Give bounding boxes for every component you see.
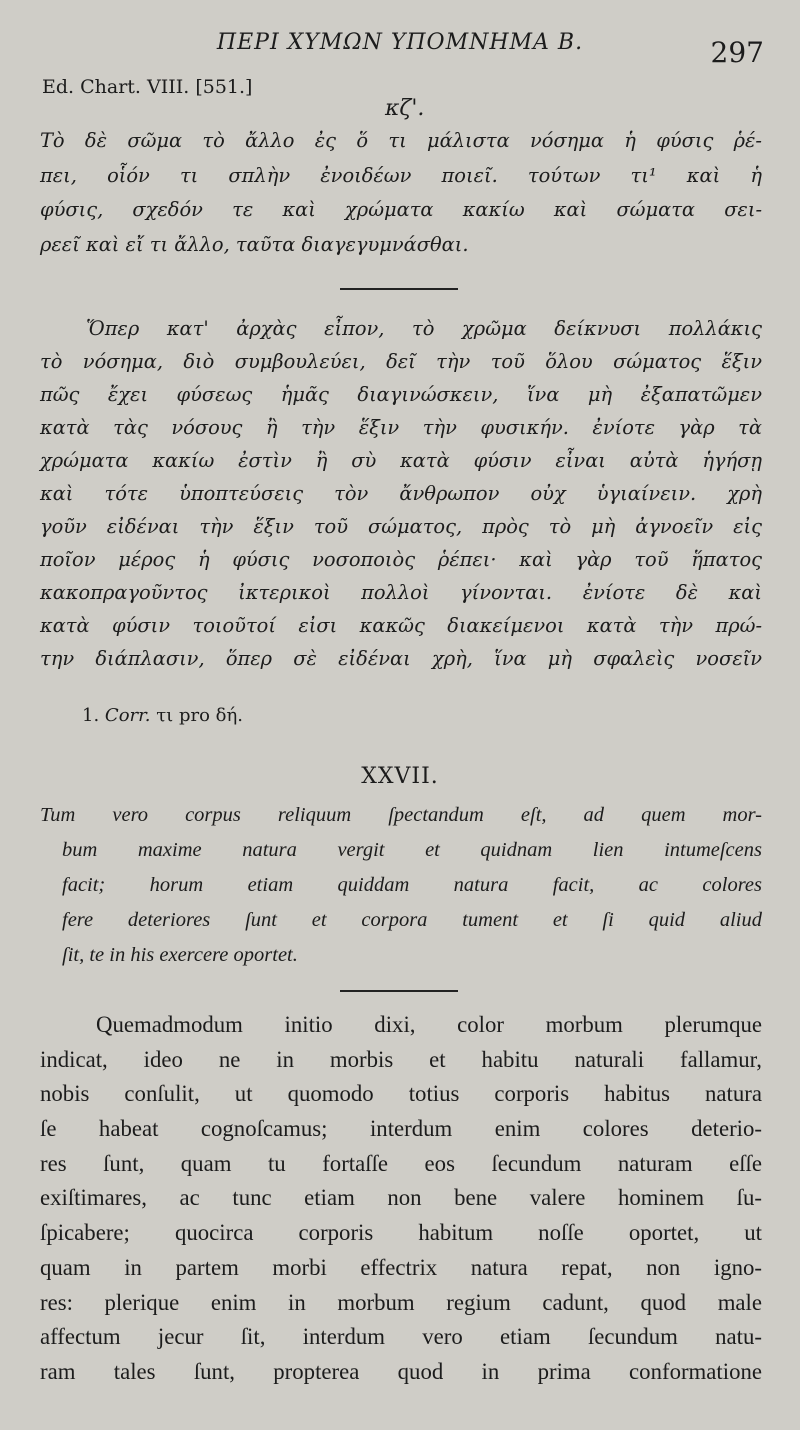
greek-commentary-line: γοῦν εἰδέναι τὴν ἕξιν τοῦ σώματος, πρὸς τὸ μὴ ἀγνοεῖν εἰς (40, 515, 762, 538)
latin-commentary-line: quam in partem morbi effectrix natura repat, non igno- (40, 1254, 762, 1280)
greek-aphorism-line: Τὸ δὲ σῶμα τὸ ἄλλο ἐς ὅ τι μάλιστα νόσημα ἡ φύσις ῥέ- (40, 129, 762, 152)
latin-commentary-line: res: plerique enim in morbum regium cadunt, quod male (40, 1289, 762, 1315)
greek-commentary-line: κατὰ τὰς νόσους ἢ τὴν ἕξιν τὴν φυσικήν. ἐνίοτε γὰρ τὰ (40, 416, 762, 439)
greek-commentary-line: Ὅπερ κατ' ἀρχὰς εἶπον, τὸ χρῶμα δείκνυσι πολλάκις (86, 317, 762, 340)
latin-commentary-line: ſe habeat cognoſcamus; interdum enim colores deterio- (40, 1116, 762, 1142)
latin-commentary-line: affectum jecur ſit, interdum vero etiam ſecundum natu- (40, 1324, 762, 1350)
footnote (82, 705, 243, 726)
latin-commentary-line: res ſunt, quam tu fortaſſe eos ſecundum naturam eſſe (40, 1150, 762, 1176)
greek-commentary-line: τὸ νόσημα, διὸ συμβουλεύει, δεῖ τὴν τοῦ ὅλου σώματος ἕξιν (40, 350, 762, 373)
greek-commentary-line: χρώματα κακίω ἐστὶν ἢ σὺ κατὰ φύσιν εἶναι αὐτὰ ἡγήσῃ (40, 449, 762, 472)
latin-commentary-line: indicat, ideo ne in morbis et habitu naturali fallamur, (40, 1046, 762, 1072)
greek-aphorism (40, 124, 762, 262)
greek-commentary-line: καὶ τότε ὑποπτεύσεις τὸν ἄνθρωπον οὐχ ὑγιαίνειν. χρὴ (40, 482, 762, 505)
latin-aphorism-line: fere deteriores ſunt et corpora tument et ſi quid aliud (62, 909, 762, 931)
page-number: 297 (710, 36, 764, 69)
section-divider (340, 288, 458, 290)
edition-reference: Ed. Chart. VIII. [551.] (42, 76, 253, 98)
greek-commentary-line: ποῖον μέρος ἡ φύσις νοσοποιὸς ῥέπει· καὶ γὰρ τοῦ ἥπατος (40, 548, 762, 571)
latin-commentary-line: ſpicabere; quocirca corporis habitum noſſe oportet, ut (40, 1220, 762, 1246)
greek-commentary-line: την διάπλασιν, ὅπερ σὲ εἰδέναι χρὴ, ἵνα μὴ σφαλεὶς νοσεῖν (40, 647, 762, 670)
latin-chapter-number: XXVII. (361, 764, 439, 789)
greek-commentary-line: πῶς ἔχει φύσεως ἡμᾶς διαγινώσκειν, ἵνα μὴ ἐξαπατῶμεν (40, 383, 762, 406)
latin-commentary-line: nobis conſulit, ut quomodo totius corporis habitus natura (40, 1081, 762, 1107)
section-divider (340, 990, 458, 992)
footnote-number: 1. (82, 705, 100, 726)
latin-commentary-line: exiſtimares, ac tunc etiam non bene valere hominem ſu- (40, 1185, 762, 1211)
greek-aphorism-line: πει, οἷόν τι σπλὴν ἐνοιδέων ποιεῖ. τούτων τι¹ καὶ ἡ (40, 163, 762, 187)
footnote-corr: Corr. (104, 705, 151, 726)
greek-commentary (40, 312, 762, 675)
footnote-text: τι pro δή. (156, 705, 243, 726)
running-header: ΠΕΡΙ ΧΥΜΩΝ ΥΠΟΜΝΗΜΑ Β. (216, 30, 584, 55)
latin-aphorism-line: facit; horum etiam quiddam natura facit, ac colores (62, 874, 762, 896)
latin-aphorism (40, 798, 762, 973)
greek-commentary-line: κακοπραγοῦντος ἰκτερικοὶ πολλοὶ γίνονται. ἐνίοτε δὲ καὶ (40, 581, 762, 604)
greek-chapter-number: κζ'. (385, 96, 425, 121)
latin-aphorism-line: ſit, te in his exercere oportet. (62, 944, 298, 966)
latin-commentary-line: Quemadmodum initio dixi, color morbum plerumque (96, 1012, 762, 1037)
greek-aphorism-line: ρεεῖ καὶ εἴ τι ἄλλο, ταῦτα διαγεγυμνάσθαι. (40, 232, 469, 256)
latin-aphorism-line: Tum vero corpus reliquum ſpectandum eſt, ad quem mor- (40, 804, 762, 826)
greek-aphorism-line: φύσις, σχεδόν τε καὶ χρώματα κακίω καὶ σώματα σει- (40, 198, 762, 221)
greek-commentary-line: κατὰ φύσιν τοιοῦτοί εἰσι κακῶς διακείμενοι κατὰ τὴν πρώ- (40, 614, 762, 637)
latin-commentary (40, 1008, 762, 1390)
latin-commentary-line: ram tales ſunt, propterea quod in prima conformatione (40, 1358, 762, 1384)
latin-aphorism-line: bum maxime natura vergit et quidnam lien intumeſcens (62, 839, 762, 861)
